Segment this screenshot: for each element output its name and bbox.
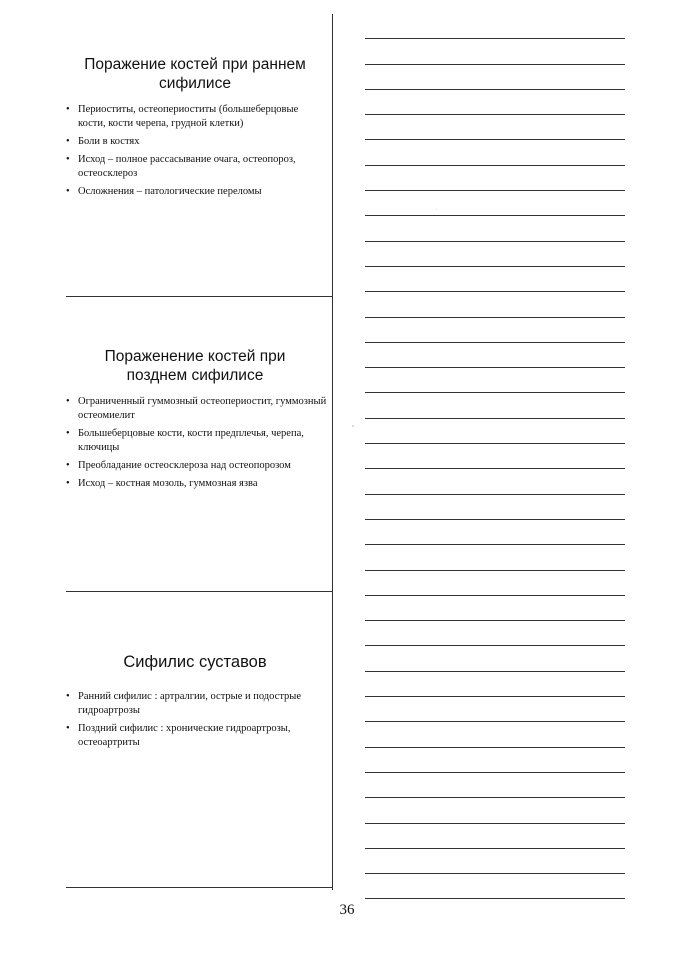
note-line	[365, 368, 625, 393]
bullet: • Преобладание остеосклероза над остеопорозом	[62, 459, 328, 473]
note-line	[365, 90, 625, 115]
bullet: • Боли в костях	[62, 135, 328, 149]
note-line	[365, 621, 625, 646]
slide-3	[62, 653, 328, 754]
slide-2-title: Пораженение костей при позднем сифилисе	[104, 348, 286, 384]
page-number: 36	[339, 902, 355, 918]
note-line	[365, 469, 625, 494]
note-line	[365, 596, 625, 621]
note-line	[365, 166, 625, 191]
slide-1-title: Поражение костей при раннем сифилисе	[84, 56, 306, 92]
note-line	[365, 65, 625, 90]
slide-separator	[66, 591, 333, 592]
note-line	[365, 874, 625, 899]
note-line	[365, 444, 625, 469]
bullet: • Периоститы, остеопериоститы (большеберцовые кости, кости черепа, грудной клетки)	[62, 103, 328, 131]
note-line	[365, 824, 625, 849]
note-line	[365, 646, 625, 671]
slide-2-bullets	[62, 395, 328, 491]
note-line	[365, 697, 625, 722]
note-line	[365, 242, 625, 267]
slide-1-bullets	[62, 103, 328, 199]
note-line	[365, 520, 625, 545]
note-line	[365, 318, 625, 343]
slide-3-title: Сифилис суставов	[123, 653, 267, 671]
note-line	[365, 115, 625, 140]
scan-speck: °	[352, 426, 354, 431]
note-line	[365, 545, 625, 570]
note-line	[365, 191, 625, 216]
scan-speck: ·	[436, 208, 438, 213]
note-line	[365, 798, 625, 823]
note-line	[365, 292, 625, 317]
note-line	[365, 672, 625, 697]
vertical-divider	[332, 14, 333, 890]
note-line	[365, 267, 625, 292]
bullet: • Осложнения – патологические переломы	[62, 185, 328, 199]
slide-1	[62, 55, 328, 203]
note-line	[365, 14, 625, 39]
bullet: • Большеберцовые кости, кости предплечья, черепа, ключицы	[62, 427, 328, 455]
note-line	[365, 216, 625, 241]
bullet: • Поздний сифилис : хронические гидроартрозы, остеоартриты	[62, 722, 328, 750]
note-line	[365, 393, 625, 418]
bullet: • Ограниченный гуммозный остеопериостит, гуммозный остеомиелит	[62, 395, 328, 423]
note-line	[365, 39, 625, 64]
note-line	[365, 722, 625, 747]
slide-3-bullets	[62, 690, 328, 750]
bullet: • Ранний сифилис : артралгии, острые и подострые гидроартрозы	[62, 690, 328, 718]
note-line	[365, 849, 625, 874]
slide-separator	[66, 296, 333, 297]
note-line	[365, 495, 625, 520]
bullet: • Исход – костная мозоль, гуммозная язва	[62, 477, 328, 491]
note-line	[365, 773, 625, 798]
note-line	[365, 343, 625, 368]
note-line	[365, 748, 625, 773]
note-line	[365, 140, 625, 165]
notes-lines	[365, 14, 625, 899]
note-line	[365, 571, 625, 596]
slide-2	[62, 347, 328, 495]
note-line	[365, 419, 625, 444]
slide-separator	[66, 887, 333, 888]
bullet: • Исход – полное рассасывание очага, остеопороз, остеосклероз	[62, 153, 328, 181]
